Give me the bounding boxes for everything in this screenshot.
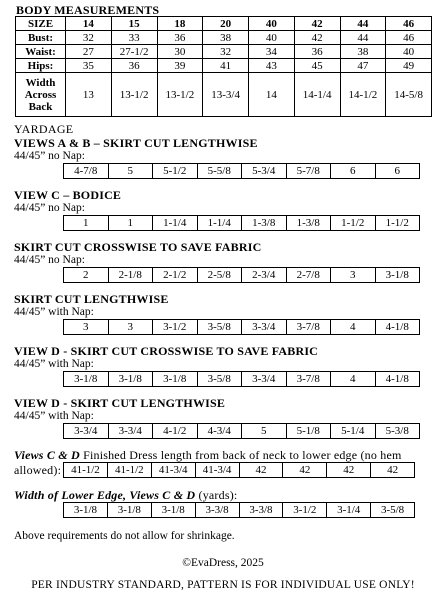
table-cell: 2-7/8: [286, 268, 331, 283]
finished-length-table: [63, 462, 415, 478]
table-row: [64, 320, 420, 335]
table-cell: 42: [294, 17, 340, 31]
section-heading: VIEW D - SKIRT CUT LENGTHWISE: [14, 396, 226, 410]
table-cell: 1-3/8: [242, 216, 287, 231]
yardage-label: YARDAGE: [14, 122, 74, 136]
table-cell: 6: [375, 164, 420, 179]
table-cell: 36: [111, 59, 157, 73]
table-cell: 3-3/4: [64, 424, 109, 439]
table-cell: 42: [327, 463, 371, 478]
table-cell: 1-1/4: [197, 216, 242, 231]
table-cell: 45: [294, 59, 340, 73]
table-cell: 3-1/8: [108, 372, 153, 387]
table-cell: 3-3/4: [108, 424, 153, 439]
table-cell: 3-1/8: [107, 503, 151, 518]
table-cell: 3-1/8: [64, 372, 109, 387]
table-cell: 3: [108, 320, 153, 335]
table-row: [64, 216, 420, 231]
table-cell: 41-1/2: [107, 463, 151, 478]
table-cell: 42: [294, 31, 340, 45]
table-cell: 46: [386, 17, 432, 31]
section-heading: SKIRT CUT LENGTHWISE: [14, 292, 169, 306]
table-cell: 5-3/8: [375, 424, 420, 439]
table-cell: 36: [294, 45, 340, 59]
table-cell: 41: [203, 59, 249, 73]
yardage-table: [63, 371, 420, 387]
table-row: [64, 424, 420, 439]
yardage-table: [63, 319, 420, 335]
row-label: Waist:: [16, 45, 66, 59]
finished-length-heading-italic: Views C & D: [14, 448, 80, 462]
table-cell: 4-1/8: [375, 372, 420, 387]
table-cell: 41-1/2: [64, 463, 108, 478]
section-heading: VIEW C – BODICE: [14, 188, 122, 202]
table-cell: 3-3/4: [242, 372, 287, 387]
table-row: [64, 463, 415, 478]
table-cell: 34: [249, 45, 295, 59]
table-cell: 5-1/4: [331, 424, 376, 439]
row-label: Bust:: [16, 31, 66, 45]
table-cell: 14: [249, 73, 295, 117]
table-cell: 40: [249, 17, 295, 31]
table-cell: 1: [108, 216, 153, 231]
table-cell: 42: [371, 463, 415, 478]
lower-edge-table: [63, 502, 415, 518]
table-cell: 5-1/8: [286, 424, 331, 439]
table-cell: 4-7/8: [64, 164, 109, 179]
table-cell: 30: [157, 45, 203, 59]
table-cell: 3-1/2: [283, 503, 327, 518]
table-cell: 38: [203, 31, 249, 45]
table-cell: 4-1/2: [153, 424, 198, 439]
table-cell: 1: [64, 216, 109, 231]
table-cell: 2-3/4: [242, 268, 287, 283]
table-cell: 3-7/8: [286, 372, 331, 387]
usage-disclaimer: PER INDUSTRY STANDARD, PATTERN IS FOR INDIVIDUAL USE ONLY!: [31, 579, 415, 591]
table-cell: 2-1/2: [153, 268, 198, 283]
row-label: SIZE: [16, 17, 66, 31]
table-cell: 5: [108, 164, 153, 179]
table-cell: 2-5/8: [197, 268, 242, 283]
section-heading: SKIRT CUT CROSSWISE TO SAVE FABRIC: [14, 240, 262, 254]
table-cell: 3-3/8: [239, 503, 283, 518]
waist-row: [16, 45, 432, 59]
table-cell: 13-1/2: [111, 73, 157, 117]
table-cell: 3-1/8: [153, 372, 198, 387]
table-cell: 1-1/2: [331, 216, 376, 231]
table-cell: 33: [111, 31, 157, 45]
lower-edge-heading-text: (yards):: [195, 488, 238, 502]
table-cell: 14: [66, 17, 112, 31]
table-row: [64, 164, 420, 179]
shrinkage-note: Above requirements do not allow for shrinkage.: [14, 530, 235, 542]
section-subheading: 44/45” no Nap:: [14, 202, 85, 214]
table-cell: 3-1/4: [327, 503, 371, 518]
table-cell: 5-3/4: [242, 164, 287, 179]
table-cell: 32: [66, 31, 112, 45]
table-row: [64, 268, 420, 283]
table-cell: 44: [340, 17, 386, 31]
table-cell: 15: [111, 17, 157, 31]
table-cell: 49: [386, 59, 432, 73]
table-cell: 27-1/2: [111, 45, 157, 59]
table-cell: 18: [157, 17, 203, 31]
lower-edge-heading: [14, 488, 237, 503]
table-cell: 3-3/8: [195, 503, 239, 518]
table-cell: 3: [64, 320, 109, 335]
row-label: Hips:: [16, 59, 66, 73]
width-across-back-row: [16, 73, 432, 117]
table-cell: 43: [249, 59, 295, 73]
section-heading: VIEWS A & B – SKIRT CUT LENGTHWISE: [14, 136, 258, 150]
yardage-table: [63, 215, 420, 231]
table-cell: 3-7/8: [286, 320, 331, 335]
table-cell: 40: [386, 45, 432, 59]
table-cell: 1-3/8: [286, 216, 331, 231]
yardage-table: [63, 267, 420, 283]
table-cell: 5: [242, 424, 287, 439]
section-subheading: 44/45” with Nap:: [14, 358, 94, 370]
table-cell: 3-1/2: [153, 320, 198, 335]
table-cell: 3-5/8: [371, 503, 415, 518]
table-cell: 3-1/8: [375, 268, 420, 283]
table-cell: 14-1/2: [340, 73, 386, 117]
table-cell: 3-1/8: [64, 503, 108, 518]
size-row: [16, 17, 432, 31]
table-cell: 32: [203, 45, 249, 59]
table-cell: 2: [64, 268, 109, 283]
table-cell: 1-1/4: [153, 216, 198, 231]
table-cell: 6: [331, 164, 376, 179]
section-heading: VIEW D - SKIRT CUT CROSSWISE TO SAVE FABRIC: [14, 344, 319, 358]
table-cell: 4-3/4: [197, 424, 242, 439]
finished-length-heading-text: Finished Dress length from back of neck to lower edge (no hem allowed):: [14, 448, 402, 477]
table-cell: 2-1/8: [108, 268, 153, 283]
table-cell: 13-3/4: [203, 73, 249, 117]
body-measurements-title: BODY MEASUREMENTS: [16, 3, 160, 17]
table-cell: 39: [157, 59, 203, 73]
table-cell: 13: [66, 73, 112, 117]
table-cell: 4-1/8: [375, 320, 420, 335]
body-measurements-table: [15, 16, 432, 117]
copyright-text: ©EvaDress, 2025: [182, 557, 264, 569]
table-cell: 42: [283, 463, 327, 478]
table-cell: 3-1/8: [151, 503, 195, 518]
table-cell: 36: [157, 31, 203, 45]
section-subheading: 44/45” with Nap:: [14, 306, 94, 318]
table-cell: 14-1/4: [294, 73, 340, 117]
bust-row: [16, 31, 432, 45]
table-cell: 4: [331, 320, 376, 335]
table-cell: 1-1/2: [375, 216, 420, 231]
row-label: Width Across Back: [16, 73, 66, 117]
table-cell: 3-5/8: [197, 372, 242, 387]
table-row: [64, 503, 415, 518]
table-cell: 3-5/8: [197, 320, 242, 335]
table-cell: 3-3/4: [242, 320, 287, 335]
table-cell: 5-1/2: [153, 164, 198, 179]
table-cell: 44: [340, 31, 386, 45]
table-cell: 20: [203, 17, 249, 31]
table-cell: 38: [340, 45, 386, 59]
table-cell: 5-7/8: [286, 164, 331, 179]
table-cell: 5-5/8: [197, 164, 242, 179]
table-cell: 3: [331, 268, 376, 283]
section-subheading: 44/45” no Nap:: [14, 254, 85, 266]
table-row: [64, 372, 420, 387]
table-cell: 41-3/4: [151, 463, 195, 478]
hips-row: [16, 59, 432, 73]
table-cell: 46: [386, 31, 432, 45]
table-cell: 35: [66, 59, 112, 73]
section-subheading: 44/45” no Nap:: [14, 150, 85, 162]
table-cell: 14-5/8: [386, 73, 432, 117]
table-cell: 27: [66, 45, 112, 59]
table-cell: 40: [249, 31, 295, 45]
table-cell: 42: [239, 463, 283, 478]
lower-edge-heading-italic: Width of Lower Edge, Views C & D: [14, 488, 196, 502]
table-cell: 47: [340, 59, 386, 73]
yardage-table: [63, 423, 420, 439]
yardage-table: [63, 163, 420, 179]
table-cell: 41-3/4: [195, 463, 239, 478]
section-subheading: 44/45” with Nap:: [14, 410, 94, 422]
table-cell: 4: [331, 372, 376, 387]
table-cell: 13-1/2: [157, 73, 203, 117]
